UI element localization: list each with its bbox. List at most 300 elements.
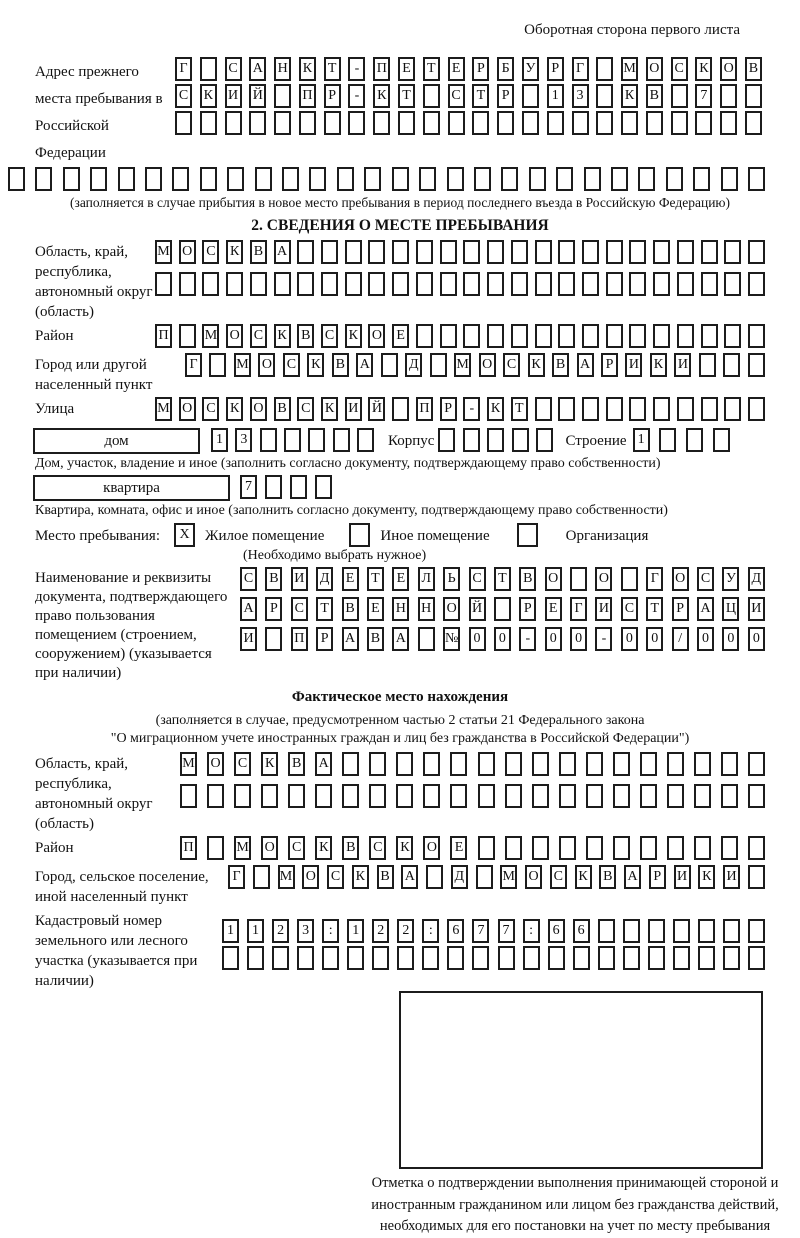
char-box[interactable]: [698, 946, 715, 970]
char-box[interactable]: [423, 784, 440, 808]
char-box[interactable]: [586, 784, 603, 808]
char-box[interactable]: 2: [372, 919, 389, 943]
char-box[interactable]: П: [180, 836, 197, 860]
char-box[interactable]: И: [674, 353, 691, 377]
char-box[interactable]: В: [274, 397, 291, 421]
char-box[interactable]: [598, 946, 615, 970]
char-box[interactable]: Г: [185, 353, 202, 377]
char-box[interactable]: 1: [211, 428, 228, 452]
char-box[interactable]: Л: [418, 567, 435, 591]
char-box[interactable]: [200, 111, 217, 135]
char-box[interactable]: [288, 784, 305, 808]
char-box[interactable]: [368, 240, 385, 264]
char-box[interactable]: 7: [695, 84, 712, 108]
char-box[interactable]: С: [369, 836, 386, 860]
char-box[interactable]: В: [745, 57, 762, 81]
char-box[interactable]: [416, 240, 433, 264]
char-box[interactable]: [447, 167, 464, 191]
char-box[interactable]: [249, 111, 266, 135]
char-box[interactable]: [698, 919, 715, 943]
char-box[interactable]: П: [373, 57, 390, 81]
char-box[interactable]: Р: [672, 597, 689, 621]
char-box[interactable]: [724, 324, 741, 348]
char-box[interactable]: [748, 946, 765, 970]
char-box[interactable]: [234, 784, 251, 808]
char-box[interactable]: №: [443, 627, 460, 651]
char-box[interactable]: [629, 397, 646, 421]
char-box[interactable]: О: [179, 397, 196, 421]
char-box[interactable]: Т: [316, 597, 333, 621]
char-box[interactable]: Р: [497, 84, 514, 108]
char-box[interactable]: [745, 111, 762, 135]
char-box[interactable]: С: [288, 836, 305, 860]
char-box[interactable]: [447, 946, 464, 970]
char-box[interactable]: [653, 272, 670, 296]
char-box[interactable]: [621, 567, 638, 591]
char-box[interactable]: [247, 946, 264, 970]
char-box[interactable]: Е: [448, 57, 465, 81]
char-box[interactable]: С: [697, 567, 714, 591]
char-box[interactable]: [342, 752, 359, 776]
char-box[interactable]: К: [345, 324, 362, 348]
char-box[interactable]: [582, 397, 599, 421]
char-box[interactable]: [701, 272, 718, 296]
char-box[interactable]: [463, 240, 480, 264]
char-box[interactable]: К: [299, 57, 316, 81]
char-box[interactable]: [720, 111, 737, 135]
char-box[interactable]: С: [327, 865, 344, 889]
char-box[interactable]: [558, 240, 575, 264]
char-box[interactable]: [487, 428, 504, 452]
char-box[interactable]: О: [595, 567, 612, 591]
char-box[interactable]: С: [503, 353, 520, 377]
char-box[interactable]: :: [422, 919, 439, 943]
char-box[interactable]: [511, 240, 528, 264]
char-box[interactable]: [347, 946, 364, 970]
char-box[interactable]: [701, 324, 718, 348]
char-box[interactable]: А: [274, 240, 291, 264]
char-box[interactable]: П: [416, 397, 433, 421]
char-box[interactable]: [535, 240, 552, 264]
char-box[interactable]: [613, 752, 630, 776]
char-box[interactable]: [35, 167, 52, 191]
char-box[interactable]: [392, 397, 409, 421]
char-box[interactable]: [653, 397, 670, 421]
char-box[interactable]: 2: [272, 919, 289, 943]
char-box[interactable]: [472, 111, 489, 135]
char-box[interactable]: [8, 167, 25, 191]
char-box[interactable]: [324, 111, 341, 135]
char-box[interactable]: С: [297, 397, 314, 421]
char-box[interactable]: [284, 428, 301, 452]
char-box[interactable]: Т: [511, 397, 528, 421]
char-box[interactable]: П: [291, 627, 308, 651]
char-box[interactable]: [396, 784, 413, 808]
char-box[interactable]: [487, 272, 504, 296]
char-box[interactable]: 7: [472, 919, 489, 943]
char-box[interactable]: К: [698, 865, 715, 889]
char-box[interactable]: С: [234, 752, 251, 776]
char-box[interactable]: 6: [447, 919, 464, 943]
char-box[interactable]: [598, 919, 615, 943]
char-box[interactable]: [532, 784, 549, 808]
char-box[interactable]: Р: [519, 597, 536, 621]
char-box[interactable]: [265, 475, 282, 499]
char-box[interactable]: 3: [572, 84, 589, 108]
char-box[interactable]: [373, 111, 390, 135]
char-box[interactable]: К: [315, 836, 332, 860]
char-box[interactable]: [724, 272, 741, 296]
char-box[interactable]: [640, 752, 657, 776]
char-box[interactable]: [677, 272, 694, 296]
char-box[interactable]: О: [646, 57, 663, 81]
char-box[interactable]: [333, 428, 350, 452]
char-box[interactable]: К: [274, 324, 291, 348]
char-box[interactable]: К: [695, 57, 712, 81]
char-box[interactable]: К: [226, 397, 243, 421]
char-box[interactable]: [586, 752, 603, 776]
char-box[interactable]: [556, 167, 573, 191]
char-box[interactable]: [629, 272, 646, 296]
char-box[interactable]: -: [348, 84, 365, 108]
char-box[interactable]: [535, 397, 552, 421]
char-box[interactable]: Д: [748, 567, 765, 591]
char-box[interactable]: [559, 836, 576, 860]
char-box[interactable]: [419, 167, 436, 191]
char-box[interactable]: К: [528, 353, 545, 377]
char-box[interactable]: [640, 784, 657, 808]
char-box[interactable]: Г: [570, 597, 587, 621]
char-box[interactable]: [586, 836, 603, 860]
char-box[interactable]: Р: [472, 57, 489, 81]
char-box[interactable]: О: [261, 836, 278, 860]
char-box[interactable]: Д: [316, 567, 333, 591]
char-box[interactable]: Р: [265, 597, 282, 621]
char-box[interactable]: О: [368, 324, 385, 348]
char-box[interactable]: [558, 324, 575, 348]
char-box[interactable]: О: [258, 353, 275, 377]
char-box[interactable]: [497, 111, 514, 135]
char-box[interactable]: П: [155, 324, 172, 348]
char-box[interactable]: Е: [450, 836, 467, 860]
char-box[interactable]: [629, 240, 646, 264]
char-box[interactable]: [694, 784, 711, 808]
char-box[interactable]: [501, 167, 518, 191]
char-box[interactable]: [671, 111, 688, 135]
char-box[interactable]: С: [283, 353, 300, 377]
char-box[interactable]: С: [291, 597, 308, 621]
char-box[interactable]: [348, 111, 365, 135]
char-box[interactable]: [686, 428, 703, 452]
char-box[interactable]: [653, 324, 670, 348]
char-box[interactable]: М: [202, 324, 219, 348]
char-box[interactable]: [345, 272, 362, 296]
char-box[interactable]: [724, 240, 741, 264]
char-box[interactable]: [713, 428, 730, 452]
char-box[interactable]: [172, 167, 189, 191]
char-box[interactable]: О: [250, 397, 267, 421]
char-box[interactable]: [673, 919, 690, 943]
char-box[interactable]: [677, 397, 694, 421]
char-box[interactable]: [438, 428, 455, 452]
char-box[interactable]: А: [249, 57, 266, 81]
char-box[interactable]: [559, 784, 576, 808]
char-box[interactable]: М: [500, 865, 517, 889]
char-box[interactable]: Ц: [722, 597, 739, 621]
char-box[interactable]: [667, 752, 684, 776]
char-box[interactable]: И: [625, 353, 642, 377]
char-box[interactable]: Г: [228, 865, 245, 889]
char-box[interactable]: [498, 946, 515, 970]
char-box[interactable]: Т: [494, 567, 511, 591]
char-box[interactable]: [748, 272, 765, 296]
char-box[interactable]: [505, 836, 522, 860]
char-box[interactable]: [282, 167, 299, 191]
checkbox-other-premises[interactable]: [349, 523, 370, 547]
char-box[interactable]: Р: [649, 865, 666, 889]
char-box[interactable]: О: [302, 865, 319, 889]
char-box[interactable]: [369, 784, 386, 808]
char-box[interactable]: [748, 836, 765, 860]
char-box[interactable]: Т: [472, 84, 489, 108]
char-box[interactable]: О: [443, 597, 460, 621]
char-box[interactable]: [558, 272, 575, 296]
char-box[interactable]: В: [519, 567, 536, 591]
char-box[interactable]: Р: [601, 353, 618, 377]
char-box[interactable]: [653, 240, 670, 264]
char-box[interactable]: [364, 167, 381, 191]
char-box[interactable]: И: [225, 84, 242, 108]
char-box[interactable]: С: [550, 865, 567, 889]
char-box[interactable]: [297, 240, 314, 264]
char-box[interactable]: [418, 627, 435, 651]
char-box[interactable]: В: [265, 567, 282, 591]
char-box[interactable]: [118, 167, 135, 191]
char-box[interactable]: С: [175, 84, 192, 108]
char-box[interactable]: [207, 784, 224, 808]
char-box[interactable]: -: [348, 57, 365, 81]
char-box[interactable]: Г: [646, 567, 663, 591]
char-box[interactable]: 1: [347, 919, 364, 943]
char-box[interactable]: [582, 324, 599, 348]
char-box[interactable]: [723, 353, 740, 377]
char-box[interactable]: [532, 836, 549, 860]
char-box[interactable]: [559, 752, 576, 776]
char-box[interactable]: Е: [392, 324, 409, 348]
char-box[interactable]: [523, 946, 540, 970]
char-box[interactable]: [666, 167, 683, 191]
char-box[interactable]: [207, 836, 224, 860]
char-box[interactable]: Е: [392, 567, 409, 591]
char-box[interactable]: [667, 836, 684, 860]
char-box[interactable]: [478, 836, 495, 860]
char-box[interactable]: [321, 272, 338, 296]
char-box[interactable]: -: [463, 397, 480, 421]
char-box[interactable]: [613, 784, 630, 808]
char-box[interactable]: [253, 865, 270, 889]
char-box[interactable]: [748, 167, 765, 191]
char-box[interactable]: [487, 324, 504, 348]
char-box[interactable]: -: [519, 627, 536, 651]
char-box[interactable]: [175, 111, 192, 135]
char-box[interactable]: 0: [469, 627, 486, 651]
char-box[interactable]: [272, 946, 289, 970]
char-box[interactable]: [522, 111, 539, 135]
char-box[interactable]: С: [448, 84, 465, 108]
char-box[interactable]: 1: [222, 919, 239, 943]
char-box[interactable]: [723, 919, 740, 943]
char-box[interactable]: [426, 865, 443, 889]
char-box[interactable]: Р: [324, 84, 341, 108]
char-box[interactable]: [671, 84, 688, 108]
char-box[interactable]: Р: [440, 397, 457, 421]
char-box[interactable]: О: [545, 567, 562, 591]
char-box[interactable]: К: [373, 84, 390, 108]
char-box[interactable]: [582, 240, 599, 264]
char-box[interactable]: [505, 784, 522, 808]
char-box[interactable]: [695, 111, 712, 135]
char-box[interactable]: О: [479, 353, 496, 377]
char-box[interactable]: Д: [451, 865, 468, 889]
char-box[interactable]: 0: [697, 627, 714, 651]
char-box[interactable]: [463, 324, 480, 348]
char-box[interactable]: [200, 57, 217, 81]
char-box[interactable]: [529, 167, 546, 191]
char-box[interactable]: [748, 240, 765, 264]
char-box[interactable]: М: [454, 353, 471, 377]
char-box[interactable]: [297, 946, 314, 970]
char-box[interactable]: [423, 111, 440, 135]
char-box[interactable]: [299, 111, 316, 135]
char-box[interactable]: 0: [621, 627, 638, 651]
char-box[interactable]: Й: [249, 84, 266, 108]
char-box[interactable]: [463, 428, 480, 452]
char-box[interactable]: [440, 272, 457, 296]
char-box[interactable]: [478, 752, 495, 776]
char-box[interactable]: 0: [722, 627, 739, 651]
char-box[interactable]: [392, 240, 409, 264]
char-box[interactable]: 0: [748, 627, 765, 651]
char-box[interactable]: [179, 272, 196, 296]
char-box[interactable]: [584, 167, 601, 191]
char-box[interactable]: [606, 324, 623, 348]
char-box[interactable]: [532, 752, 549, 776]
char-box[interactable]: [640, 836, 657, 860]
char-box[interactable]: [638, 167, 655, 191]
char-box[interactable]: [372, 946, 389, 970]
char-box[interactable]: [180, 784, 197, 808]
char-box[interactable]: [448, 111, 465, 135]
char-box[interactable]: С: [225, 57, 242, 81]
char-box[interactable]: [322, 946, 339, 970]
char-box[interactable]: [535, 324, 552, 348]
char-box[interactable]: Е: [367, 597, 384, 621]
char-box[interactable]: [505, 752, 522, 776]
char-box[interactable]: К: [321, 397, 338, 421]
char-box[interactable]: -: [595, 627, 612, 651]
char-box[interactable]: [748, 324, 765, 348]
char-box[interactable]: [155, 272, 172, 296]
char-box[interactable]: [611, 167, 628, 191]
char-box[interactable]: 1: [247, 919, 264, 943]
char-box[interactable]: [450, 784, 467, 808]
char-box[interactable]: [381, 353, 398, 377]
char-box[interactable]: [315, 475, 332, 499]
char-box[interactable]: К: [226, 240, 243, 264]
char-box[interactable]: [440, 240, 457, 264]
char-box[interactable]: 6: [573, 919, 590, 943]
char-box[interactable]: [573, 946, 590, 970]
char-box[interactable]: [250, 272, 267, 296]
char-box[interactable]: [748, 397, 765, 421]
char-box[interactable]: 0: [646, 627, 663, 651]
char-box[interactable]: [511, 324, 528, 348]
char-box[interactable]: И: [345, 397, 362, 421]
char-box[interactable]: С: [671, 57, 688, 81]
char-box[interactable]: 1: [633, 428, 650, 452]
char-box[interactable]: [748, 353, 765, 377]
char-box[interactable]: [309, 167, 326, 191]
char-box[interactable]: Т: [646, 597, 663, 621]
char-box[interactable]: [422, 946, 439, 970]
char-box[interactable]: [606, 397, 623, 421]
char-box[interactable]: В: [377, 865, 394, 889]
char-box[interactable]: [745, 84, 762, 108]
char-box[interactable]: О: [672, 567, 689, 591]
char-box[interactable]: [274, 272, 291, 296]
char-box[interactable]: Р: [316, 627, 333, 651]
char-box[interactable]: С: [240, 567, 257, 591]
char-box[interactable]: [274, 111, 291, 135]
char-box[interactable]: М: [155, 240, 172, 264]
char-box[interactable]: Е: [398, 57, 415, 81]
char-box[interactable]: [748, 752, 765, 776]
char-box[interactable]: [345, 240, 362, 264]
char-box[interactable]: [369, 752, 386, 776]
char-box[interactable]: [478, 784, 495, 808]
char-box[interactable]: С: [202, 397, 219, 421]
char-box[interactable]: :: [523, 919, 540, 943]
char-box[interactable]: [423, 84, 440, 108]
char-box[interactable]: В: [342, 597, 359, 621]
char-box[interactable]: [440, 324, 457, 348]
char-box[interactable]: Ь: [443, 567, 460, 591]
char-box[interactable]: [701, 397, 718, 421]
char-box[interactable]: Е: [545, 597, 562, 621]
checkbox-dwelling[interactable]: X: [174, 523, 195, 547]
char-box[interactable]: 6: [548, 919, 565, 943]
char-box[interactable]: [274, 84, 291, 108]
char-box[interactable]: И: [240, 627, 257, 651]
char-box[interactable]: К: [261, 752, 278, 776]
char-box[interactable]: :: [322, 919, 339, 943]
char-box[interactable]: [321, 240, 338, 264]
char-box[interactable]: К: [487, 397, 504, 421]
char-box[interactable]: [368, 272, 385, 296]
char-box[interactable]: Й: [368, 397, 385, 421]
char-box[interactable]: [724, 397, 741, 421]
char-box[interactable]: [222, 946, 239, 970]
char-box[interactable]: [548, 946, 565, 970]
char-box[interactable]: О: [423, 836, 440, 860]
char-box[interactable]: [693, 167, 710, 191]
char-box[interactable]: [582, 272, 599, 296]
char-box[interactable]: [202, 272, 219, 296]
char-box[interactable]: М: [234, 836, 251, 860]
char-box[interactable]: [621, 111, 638, 135]
char-box[interactable]: [297, 272, 314, 296]
char-box[interactable]: С: [202, 240, 219, 264]
